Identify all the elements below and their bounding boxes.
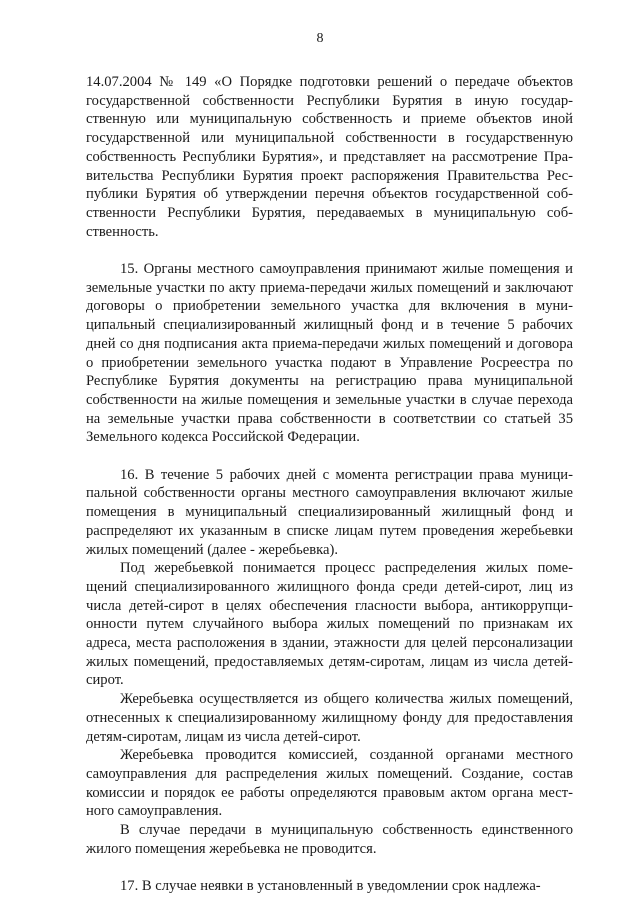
paragraph-15: 15. Органы местного самоуправления принимают жилые помещения и земельные участки по акту приема-передачи жилых помещений и заключают договоры о приобретении земельного участка для включения в муниципальный специализированный жилищный фонд и в течение 5 рабочих дней со дня подписания акта приема-передачи жилых помещений и договора о приобретении земельного участка подают в Управление Росреестра по Республике Бурятия документы на регистрацию права муниципальной собственности на жилые помещения и земельные участки в случае перехода на земельные участки права собственности в соответствии со статьей 35 Земельного кодекса Российской Федерации.	[86, 261, 573, 446]
paragraph-lottery-commission: Жеребьевка проводится комиссией, созданной органами местного самоуправления для распределения жилых помещений. Создание, состав комиссии и порядок ее работы определяются правовым актом органа местного самоуправления.	[86, 747, 573, 820]
paragraph-continuation: 14.07.2004 № 149 «О Порядке подготовки решений о передаче объектов государственной собственности Республики Бурятия в иную государственную или муниципальную собственность и приеме объектов иной государственной или муниципальной собственности в государственную собственность Республики Бурятия», и представляет на рассмотрение Правительства Республики Бурятия проект распоряжения Правительства Республики Бурятия об утверждении перечня объектов государственной собственности Республики Бурятия, передаваемых в муниципальную собственность.	[86, 74, 573, 240]
paragraph-single-premises: В случае передачи в муниципальную собственность единственного жилого помещения жеребьевка не проводится.	[86, 822, 573, 857]
document-body	[86, 73, 573, 896]
paragraph-lottery-source: Жеребьевка осуществляется из общего количества жилых помещений, отнесенных к специализированному жилищному фонду для предоставления детям-сиротам, лицам из числа детей-сирот.	[86, 691, 573, 745]
paragraph-17: 17. В случае неявки в установленный в уведомлении срок надлежа-	[120, 878, 541, 895]
page-number: 8	[316, 31, 324, 46]
paragraph-16: 16. В течение 5 рабочих дней с момента регистрации права муниципальной собственности органы местного самоуправления включают жилые помещения в муниципальный специализированный жилищный фонд и распределяют их указанным в списке лицам путем проведения жеребьевки жилых помещений (далее - жеребьевка).	[86, 466, 573, 558]
paragraph-lottery-definition: Под жеребьевкой понимается процесс распределения жилых помещений специализированного жилищного фонда среди детей-сирот, лиц из числа детей-сирот в целях обеспечения гласности выбора, антикоррупционности путем случайного выбора жилых помещений по признакам их адреса, места расположения в здании, этажности для целей персонализации жилых помещений, предоставляемых детям-сиротам, лицам из числа детей-сирот.	[86, 560, 573, 689]
